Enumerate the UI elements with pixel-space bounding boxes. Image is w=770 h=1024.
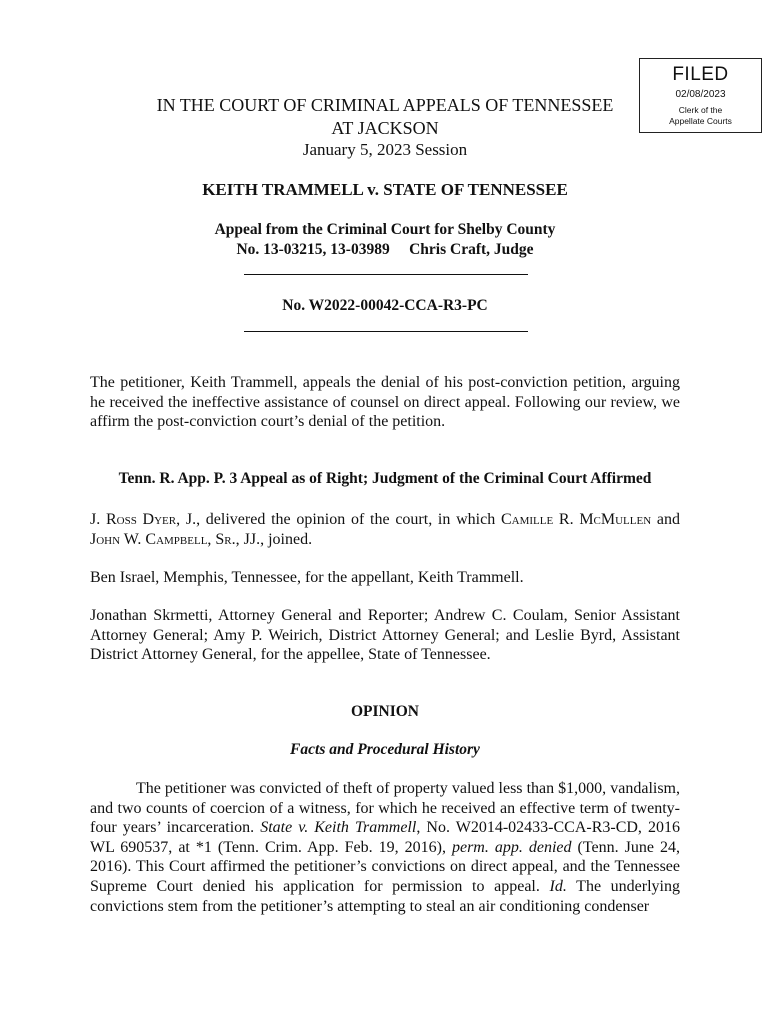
filed-stamp xyxy=(639,58,762,133)
appellee-counsel: Jonathan Skrmetti, Attorney General and Reporter; Andrew C. Coulam, Senior Assistant Attorney General; Amy P. Weirich, District Attorney General; and Leslie Byrd, Assistant District Attorney General, for the appellee, State of Tennessee. xyxy=(90,607,680,664)
judge-2: Camille R. McMullen xyxy=(500,511,652,528)
summary-paragraph: The petitioner, Keith Trammell, appeals the denial of his post-conviction petition, arguing he received the ineffective assistance of counsel on direct appeal. Following our review, we affirm the post-conviction court’s denial of the petition. xyxy=(90,374,680,431)
divider-top xyxy=(244,274,528,275)
trial-judge: Chris Craft, Judge xyxy=(409,241,534,258)
judges-text-1: , J., delivered the opinion of the court, in which xyxy=(176,511,501,528)
p1-id: Id. xyxy=(549,877,567,895)
stamp-clerk xyxy=(640,105,761,127)
judges-text-and: and xyxy=(651,511,680,528)
stamp-date: 02/08/2023 xyxy=(675,89,726,100)
p1-perm-app-denied: perm. app. denied xyxy=(451,838,572,856)
appeal-from xyxy=(0,220,770,260)
case-caption: KEITH TRAMMELL v. STATE OF TENNESSEE xyxy=(202,180,568,199)
docket-number: No. W2022-00042-CCA-R3-PC xyxy=(282,297,488,314)
p1-text-c: (Tenn. June 24, 2016). This Court affirmed the petitioner’s convictions on direct appeal, and the Tennessee Supreme Court denied his application for permission to appeal. xyxy=(90,838,680,895)
session-date: January 5, 2023 Session xyxy=(302,140,468,159)
appeal-from-line: Appeal from the Criminal Court for Shelby County xyxy=(214,221,556,238)
author-judge: J. Ross Dyer xyxy=(90,511,177,528)
judge-3: John W. Campbell, Sr. xyxy=(90,530,236,548)
p1-text-b: , No. W2014-02433-CCA-R3-CD, 2016 WL 690537, at *1 (Tenn. Crim. App. Feb. 19, 2016), xyxy=(90,819,680,856)
opinion-paragraph-1 xyxy=(90,779,680,916)
stamp-line2: Appellate Courts xyxy=(669,116,732,126)
appellant-counsel: Ben Israel, Memphis, Tennessee, for the appellant, Keith Trammell. xyxy=(90,569,524,586)
divider-bottom xyxy=(244,331,528,332)
judges-text-2: , JJ., joined. xyxy=(235,530,313,548)
court-location: AT JACKSON xyxy=(331,118,439,138)
p1-text-d: The underlying convictions stem from the petitioner’s attempting to steal an air conditioning condenser xyxy=(90,877,681,915)
p1-text-a: The petitioner was convicted of theft of property valued less than $1,000, vandalism, and two counts of coercion of a witness, for which he received an effective term of twenty-four years’ incarceration. xyxy=(90,780,680,837)
facts-heading: Facts and Procedural History xyxy=(290,741,480,758)
disposition-line: Tenn. R. App. P. 3 Appeal as of Right; Judgment of the Criminal Court Affirmed xyxy=(118,470,652,487)
judges-paragraph xyxy=(90,510,680,549)
court-name: IN THE COURT OF CRIMINAL APPEALS OF TENNESSEE xyxy=(156,95,614,115)
lower-court-line xyxy=(0,240,770,260)
opinion-heading: OPINION xyxy=(350,703,420,720)
stamp-line1: Clerk of the xyxy=(678,105,723,115)
lower-case-numbers: No. 13-03215, 13-03989 xyxy=(236,241,390,258)
p1-citation: State v. Keith Trammell xyxy=(260,819,417,837)
stamp-title: FILED xyxy=(672,64,729,85)
